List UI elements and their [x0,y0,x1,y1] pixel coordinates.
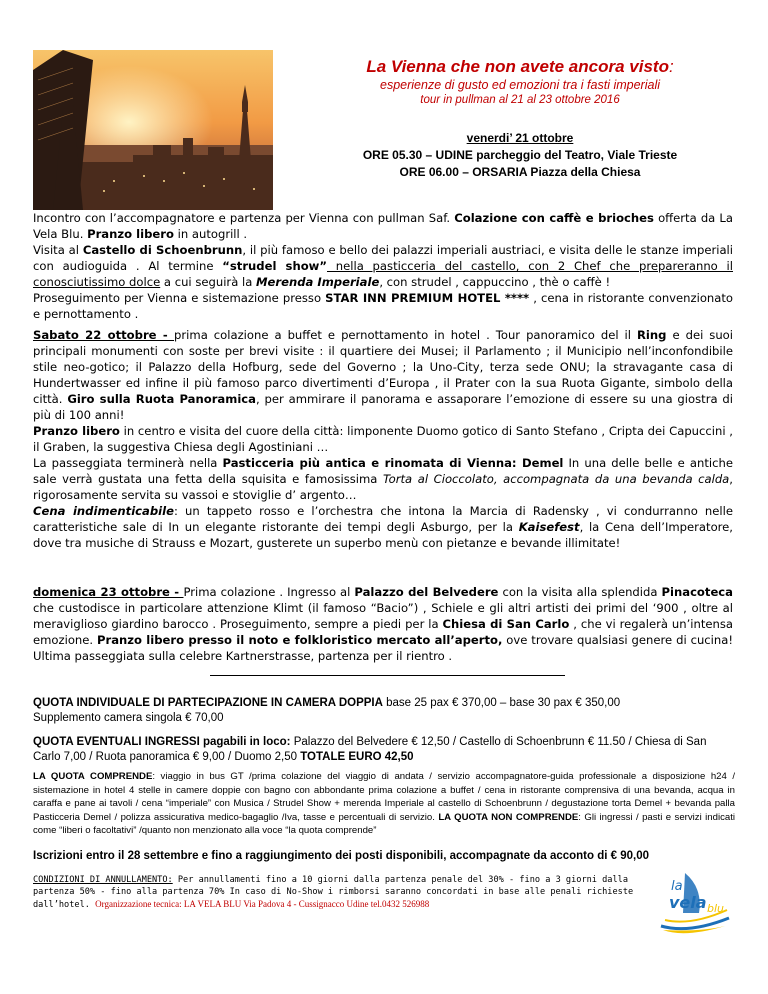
day1-description: Incontro con l’accompagnatore e partenza per Vienna con pullman Saf. Colazione con caffè e brioches offerta da La Vela Blu. Pranzo libero in autogrill . Visita al Castello di Schoenbrunn, il più famoso e bello dei palazzi imperiali austriaci, e visita delle le stanze imperiali con audioguida . Al termine “strudel show” nella pasticceria del castello, con 2 Chef che prepareranno il conosciutissimo dolce a cui seguirà la Merenda Imperiale, con strudel , cappuccino , thè o caffè ! Proseguimento per Vienna e sistemazione presso STAR INN PREMIUM HOTEL **** , cena in ristorante convenzionato e pernottamento . [33,211,734,321]
svg-text:blu: blu [707,902,725,915]
divider [210,675,565,676]
organizer-info: Organizzazione tecnica: LA VELA BLU Via Padova 4 - Cussignacco Udine tel.0432 526988 [95,899,430,909]
single-supplement: Supplemento camera singola € 70,00 [33,712,224,724]
day2-description: Sabato 22 ottobre - prima colazione a buffet e pernottamento in hotel . Tour panoramico del il Ring e dei suoi principali monumenti con soste per brevi visite : il quartiere dei Musei; il Parlamento ; il Municipio nell’inconfondibile stile neo-gotico; il Palazzo della Hofburg, sede del Governo ; la Uno-City, terza sede ONU; la stravagante casa di Hundertwasser ed infine il più famoso parco divertimenti d’Europa , il Prater con la sua Ruota Gigante, simbolo della città. Giro sulla Ruota Panoramica, per ammirare il panorama e assaporare l’emozione di essere su una giostra di più di 100 anni! Pranzo libero in centro e visita del cuore della città: limponente Duomo gotico di Santo Stefano , Cripta dei Capuccini , il Graben, la suggestiva Chiesa degli Agostiniani … La passeggiata terminerà nella Pasticceria più antica e rinomata di Vienna: Demel In una delle belle e antiche sale verrà gustata una fetta della squisita e famosissima Torta al Cioccolato, accompagnata da una bevanda calda, rigorosamente servita su vassoi e stoviglie d’ argento… Cena indimenticabile: un tappeto rosso e l’orchestra che intona la Marcia di Radensky , vi condurranno nelle caratteristiche sale di In un elegante ristorante dei tempi degli Asburgo, per la Kaisefest, la Cena dell’Imperatore, dove tra musiche di Strauss e Mozart, gusterete un superbo menù con pietanze e bevande illimitate! [33,328,733,550]
included-services: LA QUOTA COMPRENDE: viaggio in bus GT /prima colazione del viaggio di andata / servizio accompagnatore-guida professionale a disposizione h24 / sistemazione in hotel 4 stelle in camere doppie con bagno con abbondante prima colazione a buffet / cena in ristorante comprensiva di una bevanda, acqua in caraffa e pane ai tavoli / cena “imperiale” con Musica / Strudel Show + merenda Imperiale al castello di Schoenbrunn / degustazione torta Demel + bevanda palla Pasticceria Demel / polizza assicurativa medico-bagaglio /Iva, tasse e percentuali di servizio. LA QUOTA NON COMPRENDE: Gli ingressi / pasti e servizi indicati come “liberi o facoltativi” /quanto non menzionato alla voce “la quota comprende” [33,771,736,836]
registration-note: Iscrizioni entro il 28 settembre e fino a raggiungimento dei posti disponibili, accompagnate da acconto di € 90,00 [33,850,650,862]
tour-dates: tour in pullman al 21 al 23 ottobre 2016 [420,94,620,106]
la-vela-blu-logo [655,868,735,938]
vienna-skyline-photo [33,50,273,210]
cancellation-terms: CONDIZIONI DI ANNULLAMENTO: Per annullamenti fino a 10 giorni dalla partenza penale del 30% - fino a 3 giorni dalla partenza 50% - fino alla partenza 70% In caso di No-Show i rimborsi saranno concordati in base alle penali richieste dall’hotel. Organizzazione tecnica: LA VELA BLU Via Padova 4 - Cussignacco Udine tel.0432 526988 [33,875,634,910]
departure-orsaria: ORE 06.00 – ORSARIA Piazza della Chiesa [399,165,641,179]
price-individual: QUOTA INDIVIDUALE DI PARTECIPAZIONE IN CAMERA DOPPIA base 25 pax € 370,00 – base 30 pax € 350,00 Supplemento camera singola € 70,00 [33,696,733,726]
day3-description: domenica 23 ottobre - Prima colazione . Ingresso al Palazzo del Belvedere con la visita alla splendida Pinacoteca che custodisce in particolare attenzione Klimt (il famoso “Bacio”) , Schiele e gli altri artisti dei primi del ‘900 , oltre al meraviglioso giardino barocco . Proseguimento, sempre a piedi per la Chiesa di San Carlo , che vi regalerà un’intensa emozione. Pranzo libero presso il noto e folkloristico mercato all’aperto, ove trovare qualsiasi genere di cucina! Ultima passeggiata sulla celebre Kartnerstrasse, partenza per il rientro . [33,585,734,663]
price-entrances: QUOTA EVENTUALI INGRESSI pagabili in loco: Palazzo del Belvedere € 12,50 / Castello di Schoenbrunn € 11.50 / Chiesa di San Carlo 7,00 / Ruota panoramica € 9,00 / Duomo 2,50 TOTALE EURO 42,50 [33,736,707,763]
day1-date: venerdi’ 21 ottobre [466,131,574,145]
subtitle: esperienze di gusto ed emozioni tra i fasti imperiali [380,78,660,92]
departure-schedule [290,130,750,181]
total-price: TOTALE EURO 42,50 [300,751,414,763]
departure-udine: ORE 05.30 – UDINE parcheggio del Teatro, Viale Trieste [362,148,678,162]
svg-text:vela: vela [669,893,707,912]
page-title: La Vienna che non avete ancora visto: [366,57,674,76]
svg-text:la: la [671,879,683,894]
title-block [290,57,750,107]
